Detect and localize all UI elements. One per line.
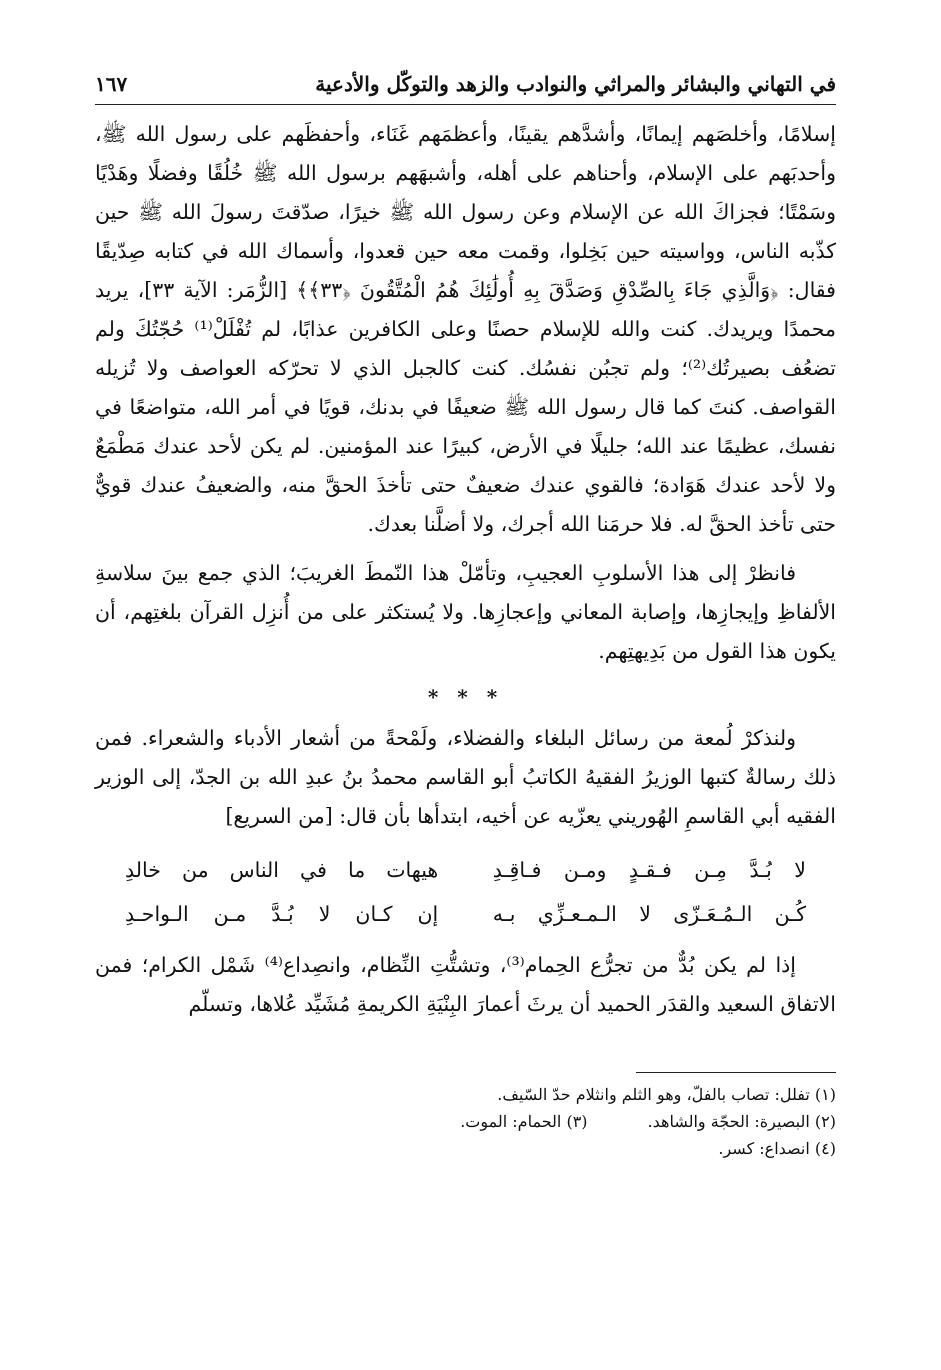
footnote-divider — [636, 1072, 836, 1073]
body-paragraph-4: إذا لم يكن بُدٌّ من تجرُّع الحِمام⁽³⁾، وتشتُّتِ النِّظام، وانصِداع⁽⁴⁾ شَمْل الكرام؛ فمن الاتفاق السعيد والقدَر الحميد أن يرثَ أعمارَ البِنْيَةِ الكريمةِ مُشَيِّد عُلاها، وتسلّم — [95, 953, 836, 1016]
poem — [125, 848, 806, 936]
running-title: في التهاني والبشائر والمراثي والنوادب والزهد والتوكّل والأدعية — [315, 72, 836, 96]
poem-verse-2 — [125, 892, 806, 936]
hemistich-right: كُـن الـمُـعَـزّى لا الـمـعـزِّي بـه — [492, 902, 806, 926]
footnotes — [95, 1081, 836, 1162]
footnote-3: (٣) الحمام: الموت. — [460, 1112, 588, 1131]
body-paragraph-1: إسلامًا، وأخلصَهم إيمانًا، وأشدَّهم يقينًا، وأعظمَهم غَنَاء، وأحفظَهم على رسول الله ﷺ، وأحدبَهم على الإسلام، وأحناهم على أهله، وأشبهَهم برسول الله ﷺ خُلُقًا وفضلًا وهَدْيًا وسَمْتًا؛ فجزاكَ الله عن الإسلام وعن رسول الله ﷺ خيرًا، صدّقتَ رسولَ الله ﷺ حين كذّبه الناس، وواسيته حين بَخِلوا، وقمت معه حين قعدوا، وأسماك الله في كتابه صِدّيقًا فقال: ﴿وَالَّذِي جَاءَ بِالصِّدْقِ وَصَدَّقَ بِهِ أُولَٰئِكَ هُمُ الْمُتَّقُونَ ﴿٣٣﴾﴾ [الزُّمَر: الآية ٣٣]، يريد محمدًا ويريدك. كنت والله للإسلام حصنًا وعلى الكافرين عذابًا، لم تُفْلَلْ⁽¹⁾ حُجّتُكَ ولم تضعُف بصيرتُك⁽²⁾؛ ولم تجبُن نفسُك. كنت كالجبل الذي لا تحرّكه العواصف ولا تُزيله القواصف. كنتَ كما قال رسول الله ﷺ ضعيفًا في بدنك، قويًا في أمر الله، متواضعًا في نفسك، عظيمًا عند الله؛ جليلًا في الأرض، كبيرًا عند المؤمنين. لم يكن لأحد عندك مَطْمَعٌ ولا لأحد عندك هَوَادة؛ فالقوي عندك ضعيفٌ حتى تأخذَ الحقَّ منه، والضعيفُ عندك قويٌّ حتى تأخذ الحقَّ له. فلا حرمَنا الله أجرك، ولا أضلَّنا بعدك. — [95, 122, 837, 536]
poem-verse-1 — [125, 848, 806, 892]
body-paragraph-2: فانظرْ إلى هذا الأسلوبِ العجيبِ، وتأمّلْ هذا النّمطَ الغريبَ؛ الذي جمع بينَ سلاسةِ الألفاظِ وإيجازِها، وإصابة المعاني وإعجازِها. ولا يُستكثر على من أُنزِل القرآن بلغتِهم، أن يكون هذا القول من بَدِيهتِهم. — [95, 561, 836, 663]
hemistich-left: هيهات ما في الناس من خالدِ — [125, 858, 439, 882]
page-number: ١٦٧ — [95, 72, 128, 96]
footnote-4: (٤) انصداع: كسر. — [718, 1139, 836, 1158]
running-header — [95, 72, 836, 105]
section-separator: * * * — [427, 685, 504, 709]
hemistich-right: لا بُـدَّ مِـن فـقـدٍ ومـن فـاقِـدِ — [492, 858, 806, 882]
hemistich-left: إن كـان لا بُـدَّ مـن الـواحـدِ — [125, 902, 439, 926]
body-paragraph-3: ولنذكرْ لُمعة من رسائل البلغاء والفضلاء، ولَمْحةً من أشعار الأدباء والشعراء. فمن ذلك رسالةٌ كتبها الوزيرُ الفقيهُ الكاتبُ أبو القاسم محمدُ بنُ عبدِ الله بن الجدّ، إلى الوزير الفقيه أبي القاسمِ الهُوريني يعزّيه عن أخيه، ابتدأها بأن قال: [من السريع] — [95, 726, 836, 828]
footnote-row — [95, 1108, 836, 1135]
footnote-2: (٢) البصيرة: الحجّة والشاهد. — [647, 1112, 836, 1131]
footnote-1: (١) تفلل: تصاب بالفلّ، وهو الثلم وانثلام حدّ السّيف. — [497, 1085, 836, 1104]
